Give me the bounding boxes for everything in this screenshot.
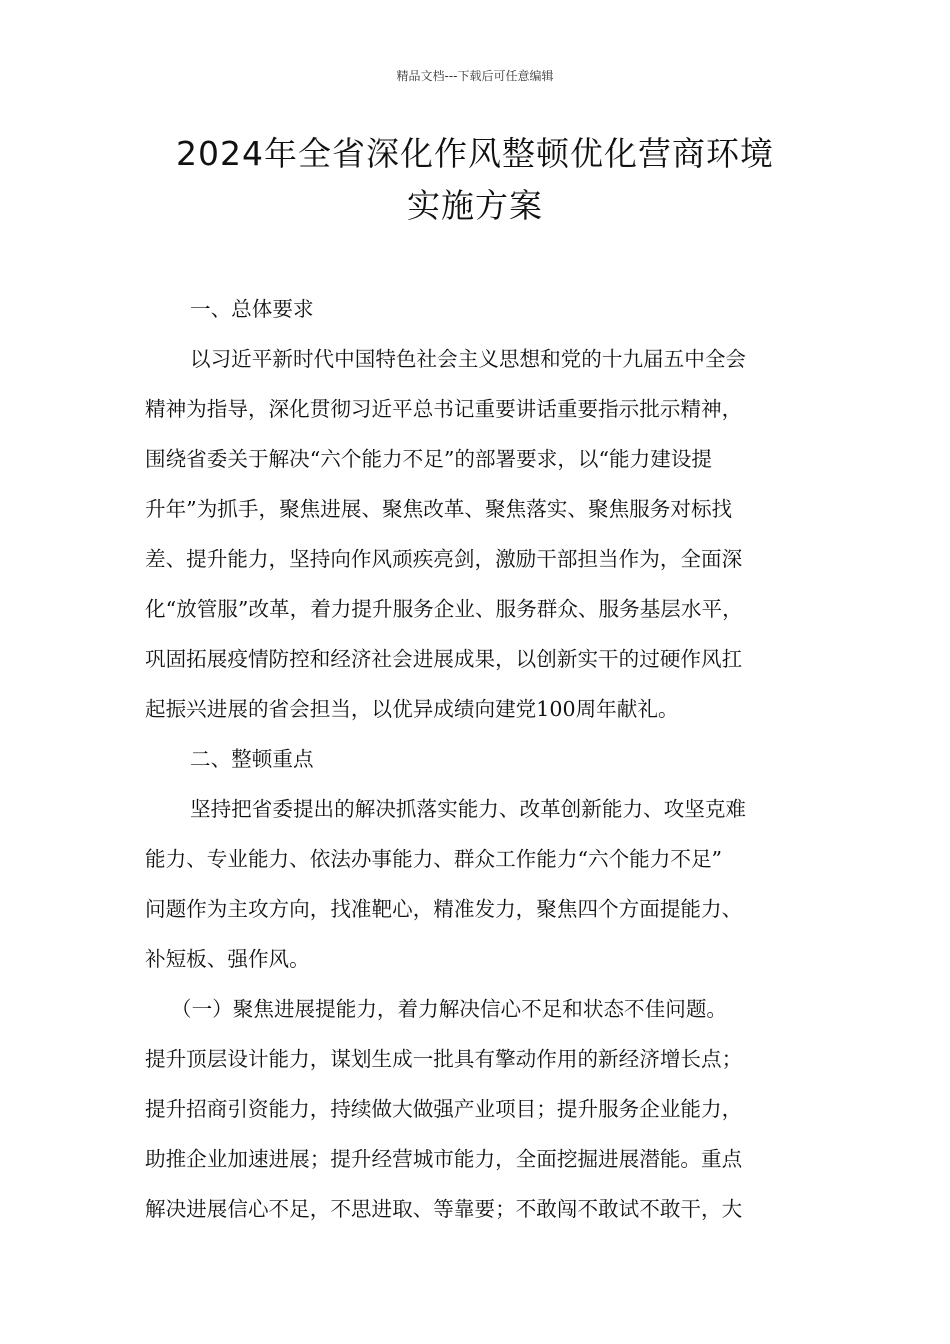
paragraph-line: 围绕省委关于解决“六个能力不足”的部署要求，以“能力建设提 <box>145 447 713 471</box>
subsection-heading-1: （一）聚焦进展提能力，着力解决信心不足和状态不佳问题。 <box>171 997 728 1021</box>
paragraph-line: 补短板、强作风。 <box>145 947 310 971</box>
paragraph-line: 精神为指导，深化贯彻习近平总书记重要讲话重要指示批示精神， <box>145 397 743 421</box>
paragraph-line: 以习近平新时代中国特色社会主义思想和党的十九届五中全会 <box>190 347 747 371</box>
section-heading-2: 二、整顿重点 <box>190 747 314 771</box>
paragraph-line: 起振兴进展的省会担当，以优异成绩向建党100周年献礼。 <box>145 697 679 721</box>
page-header: 精品文档---下载后可任意编辑 <box>396 69 554 83</box>
paragraph-line: 巩固拓展疫情防控和经济社会进展成果，以创新实干的过硬作风扛 <box>145 647 743 671</box>
paragraph-line: 解决进展信心不足，不思进取、等靠要；不敢闯不敢试不敢干，大 <box>145 1197 743 1221</box>
paragraph-line: 坚持把省委提出的解决抓落实能力、改革创新能力、攻坚克难 <box>190 797 747 821</box>
paragraph-line: 差、提升能力，坚持向作风顽疾亮剑，激励干部担当作为，全面深 <box>145 547 743 571</box>
paragraph-line: 提升顶层设计能力，谋划生成一批具有擎动作用的新经济增长点； <box>145 1047 743 1071</box>
paragraph-line: 化“放管服”改革，着力提升服务企业、服务群众、服务基层水平， <box>145 597 743 621</box>
document-body <box>145 284 807 1234</box>
title-line-1: 2024年全省深化作风整顿优化营商环境 <box>176 134 774 173</box>
paragraph-line: 升年”为抓手，聚焦进展、聚焦改革、聚焦落实、聚焦服务对标找 <box>145 497 733 521</box>
paragraph-line: 问题作为主攻方向，找准靶心，精准发力，聚焦四个方面提能力、 <box>145 897 743 921</box>
section-heading-1: 一、总体要求 <box>190 297 314 321</box>
paragraph-line: 助推企业加速进展；提升经营城市能力，全面挖掘进展潜能。重点 <box>145 1147 743 1171</box>
title-line-2: 实施方案 <box>407 186 543 225</box>
paragraph-line: 能力、专业能力、依法办事能力、群众工作能力“六个能力不足” <box>145 847 723 871</box>
paragraph-line: 提升招商引资能力，持续做大做强产业项目；提升服务企业能力， <box>145 1097 743 1121</box>
document-title <box>0 128 950 232</box>
